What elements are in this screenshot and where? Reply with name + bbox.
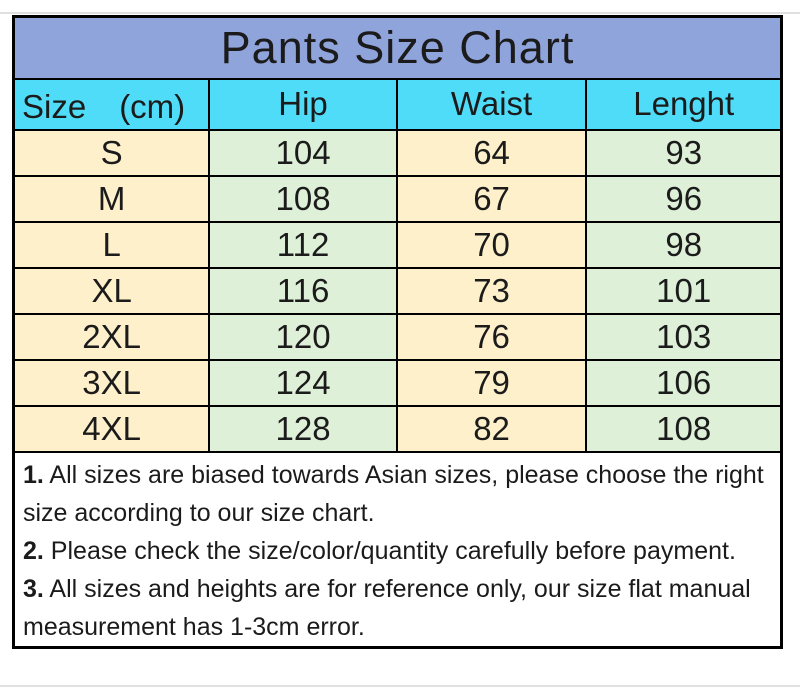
cell-size: 2XL <box>14 314 210 360</box>
pants-size-chart-table <box>12 15 783 649</box>
cell-size: L <box>14 222 210 268</box>
cell-waist: 79 <box>397 360 587 406</box>
cell-waist: 70 <box>397 222 587 268</box>
title-row <box>14 17 782 79</box>
cell-length: 103 <box>586 314 781 360</box>
cell-waist: 67 <box>397 176 587 222</box>
notes-section <box>14 452 782 648</box>
cell-hip: 124 <box>209 360 396 406</box>
cell-hip: 116 <box>209 268 396 314</box>
page-title: Pants Size Chart <box>14 17 782 79</box>
note-3-number: 3. <box>23 574 44 603</box>
page-top-edge-line <box>0 12 800 14</box>
cell-hip: 108 <box>209 176 396 222</box>
cell-hip: 128 <box>209 406 396 452</box>
column-header-waist: Waist <box>397 79 587 130</box>
cell-size: S <box>14 130 210 176</box>
column-header-length: Lenght <box>586 79 781 130</box>
column-header-hip: Hip <box>209 79 396 130</box>
table-row-s <box>14 130 782 176</box>
cell-waist: 82 <box>397 406 587 452</box>
notes-row <box>14 452 782 648</box>
cell-waist: 76 <box>397 314 587 360</box>
cell-waist: 73 <box>397 268 587 314</box>
table-row-3xl <box>14 360 782 406</box>
cell-length: 93 <box>586 130 781 176</box>
table-row-4xl <box>14 406 782 452</box>
note-2-text: Please check the size/color/quantity carefully before payment. <box>43 536 736 565</box>
table-row-m <box>14 176 782 222</box>
cell-size: 3XL <box>14 360 210 406</box>
page-bottom-edge-line <box>0 685 800 687</box>
column-header-size: Size (cm) <box>14 79 210 130</box>
cell-hip: 104 <box>209 130 396 176</box>
note-1-text: All sizes are biased towards Asian sizes, please choose the right size according to our size chart. <box>23 460 764 527</box>
cell-length: 108 <box>586 406 781 452</box>
note-1-number: 1. <box>23 460 44 489</box>
note-3 <box>23 570 772 646</box>
cell-size: M <box>14 176 210 222</box>
cell-length: 96 <box>586 176 781 222</box>
note-2-number: 2. <box>23 536 44 565</box>
table-row-xl <box>14 268 782 314</box>
cell-hip: 112 <box>209 222 396 268</box>
note-1 <box>23 456 772 532</box>
cell-length: 106 <box>586 360 781 406</box>
table-row-2xl <box>14 314 782 360</box>
cell-size: 4XL <box>14 406 210 452</box>
cell-length: 98 <box>586 222 781 268</box>
table-row-l <box>14 222 782 268</box>
cell-size: XL <box>14 268 210 314</box>
note-2 <box>23 532 772 570</box>
header-row <box>14 79 782 130</box>
cell-waist: 64 <box>397 130 587 176</box>
cell-hip: 120 <box>209 314 396 360</box>
cell-length: 101 <box>586 268 781 314</box>
note-3-text: All sizes and heights are for reference only, our size flat manual measurement has 1-3cm error. <box>23 574 751 641</box>
